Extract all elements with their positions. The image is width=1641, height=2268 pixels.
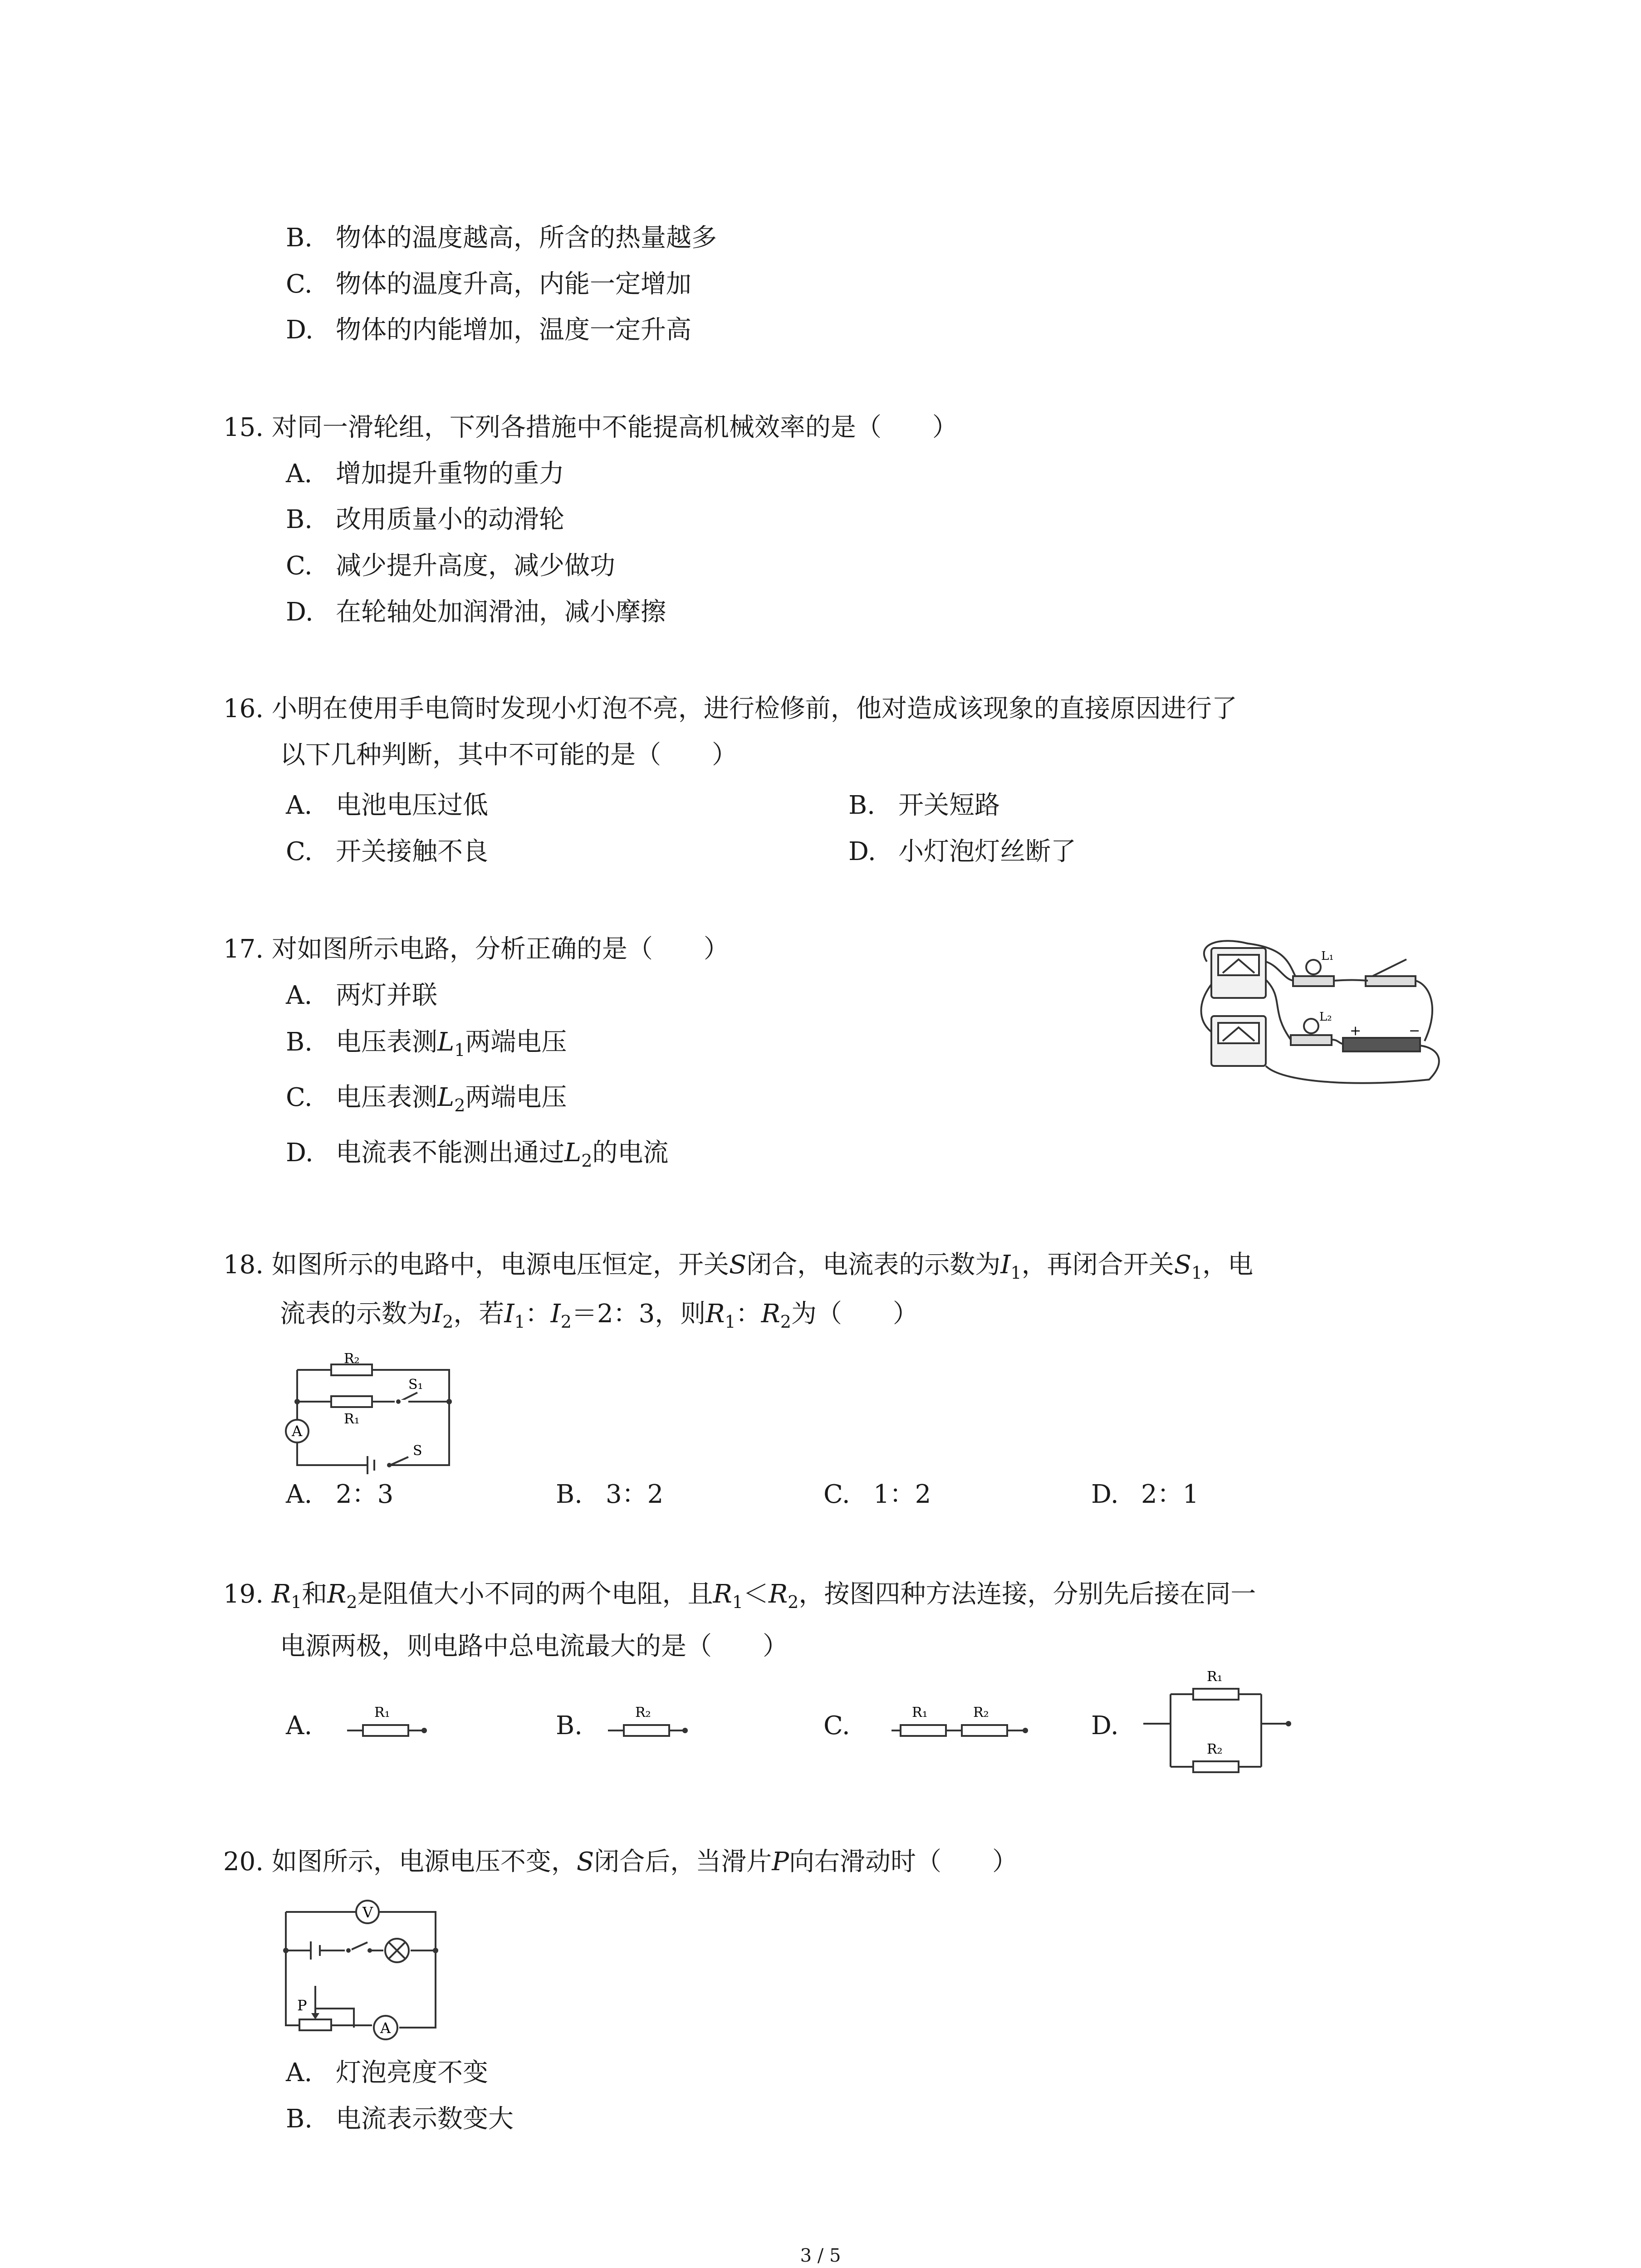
svg-text:R₂: R₂ bbox=[973, 1705, 989, 1721]
q20-option-a: A. 灯泡亮度不变 bbox=[286, 2058, 488, 2087]
q19-stem-line2: 电源两极，则电路中总电流最大的是（ ） bbox=[280, 1632, 788, 1661]
svg-text:R₂: R₂ bbox=[635, 1705, 651, 1721]
q18-circuit-diagram bbox=[277, 1351, 467, 1479]
q16-stem-line1: 16. 小明在使用手电筒时发现小灯泡不亮，进行检修前，他对造成该现象的直接原因进行了 bbox=[223, 694, 1237, 723]
q17-option-c: C. 电压表测$L_2$两端电压 bbox=[286, 1083, 567, 1116]
q19-figure-b bbox=[606, 1696, 696, 1746]
q14-option-b: B. 物体的温度越高，所含的热量越多 bbox=[286, 223, 717, 253]
q19-stem-line1: 19. $R_1$和$R_2$是阻值大小不同的两个电阻，且$R_1<R_2$，按图四种方法连接，分别先后接在同一 bbox=[223, 1579, 1256, 1613]
q18-option-c: C. 1：2 bbox=[823, 1480, 931, 1509]
q20-circuit-diagram bbox=[277, 1892, 445, 2046]
q16-option-a: A. 电池电压过低 bbox=[286, 791, 488, 820]
q19-option-c: C. bbox=[823, 1711, 850, 1740]
svg-text:V: V bbox=[362, 1904, 373, 1921]
q16-option-c: C. 开关接触不良 bbox=[286, 837, 488, 866]
svg-text:−: − bbox=[1409, 1023, 1421, 1039]
q15-option-d: D. 在轮轴处加润滑油，减小摩擦 bbox=[286, 597, 666, 627]
q19-option-a: A. bbox=[286, 1711, 313, 1740]
q14-option-d: D. 物体的内能增加，温度一定升高 bbox=[286, 315, 691, 345]
svg-text:A: A bbox=[292, 1422, 303, 1440]
q18-option-b: B. 3：2 bbox=[556, 1480, 664, 1509]
q19-figure-d bbox=[1139, 1665, 1302, 1787]
q20-option-b: B. 电流表示数变大 bbox=[286, 2104, 514, 2134]
q16-stem-line2: 以下几种判断，其中不可能的是（ ） bbox=[280, 740, 737, 770]
svg-text:+: + bbox=[1350, 1023, 1362, 1039]
svg-text:A: A bbox=[380, 2019, 391, 2037]
svg-text:R₁: R₁ bbox=[1207, 1669, 1223, 1685]
q19-option-d: D. bbox=[1091, 1711, 1119, 1740]
q16-option-d: D. 小灯泡灯丝断了 bbox=[848, 837, 1076, 866]
q19-figure-c bbox=[889, 1696, 1039, 1746]
q19-option-b: B. bbox=[556, 1711, 583, 1740]
svg-text:L₁: L₁ bbox=[1321, 949, 1334, 963]
q18-stem-line2: 流表的示数为$I_2$，若$I_1$：$I_2=2$：3，则$R_1$：$R_2$为（ ） bbox=[280, 1299, 918, 1332]
q17-circuit-figure bbox=[1193, 934, 1447, 1089]
svg-text:R₂: R₂ bbox=[1207, 1741, 1223, 1757]
q19-figure-a bbox=[345, 1696, 436, 1746]
q18-option-d: D. 2：1 bbox=[1091, 1480, 1199, 1509]
svg-text:R₁: R₁ bbox=[912, 1705, 928, 1721]
q18-option-a: A. 2：3 bbox=[286, 1480, 394, 1509]
q18-stem-line1: 18. 如图所示的电路中，电源电压恒定，开关S闭合，电流表的示数为$I_1$，再闭合开关$S_1$，电 bbox=[223, 1250, 1254, 1283]
svg-text:P: P bbox=[297, 1997, 307, 2014]
q15-option-a: A. 增加提升重物的重力 bbox=[286, 459, 564, 489]
q17-option-b: B. 电压表测$L_1$两端电压 bbox=[286, 1027, 567, 1061]
svg-text:S₁: S₁ bbox=[408, 1377, 423, 1393]
svg-text:L₂: L₂ bbox=[1319, 1010, 1332, 1024]
svg-text:S: S bbox=[413, 1443, 422, 1459]
q16-option-b: B. 开关短路 bbox=[848, 791, 1000, 820]
svg-text:R₁: R₁ bbox=[344, 1411, 360, 1427]
q15-stem: 15. 对同一滑轮组，下列各措施中不能提高机械效率的是（ ） bbox=[223, 413, 958, 442]
svg-text:R₁: R₁ bbox=[374, 1705, 390, 1721]
q17-stem: 17. 对如图所示电路，分析正确的是（ ） bbox=[223, 934, 729, 964]
q14-option-c: C. 物体的温度升高，内能一定增加 bbox=[286, 269, 691, 299]
svg-text:R₂: R₂ bbox=[344, 1351, 360, 1367]
q15-option-c: C. 减少提升高度，减少做功 bbox=[286, 551, 615, 581]
q20-stem: 20. 如图所示，电源电压不变，S闭合后，当滑片P向右滑动时（ ） bbox=[223, 1847, 1018, 1877]
q17-option-a: A. 两灯并联 bbox=[286, 981, 437, 1010]
q17-option-d: D. 电流表不能测出通过$L_2$的电流 bbox=[286, 1138, 669, 1171]
q15-option-b: B. 改用质量小的动滑轮 bbox=[286, 505, 564, 534]
page-number: 3 / 5 bbox=[800, 2245, 841, 2266]
